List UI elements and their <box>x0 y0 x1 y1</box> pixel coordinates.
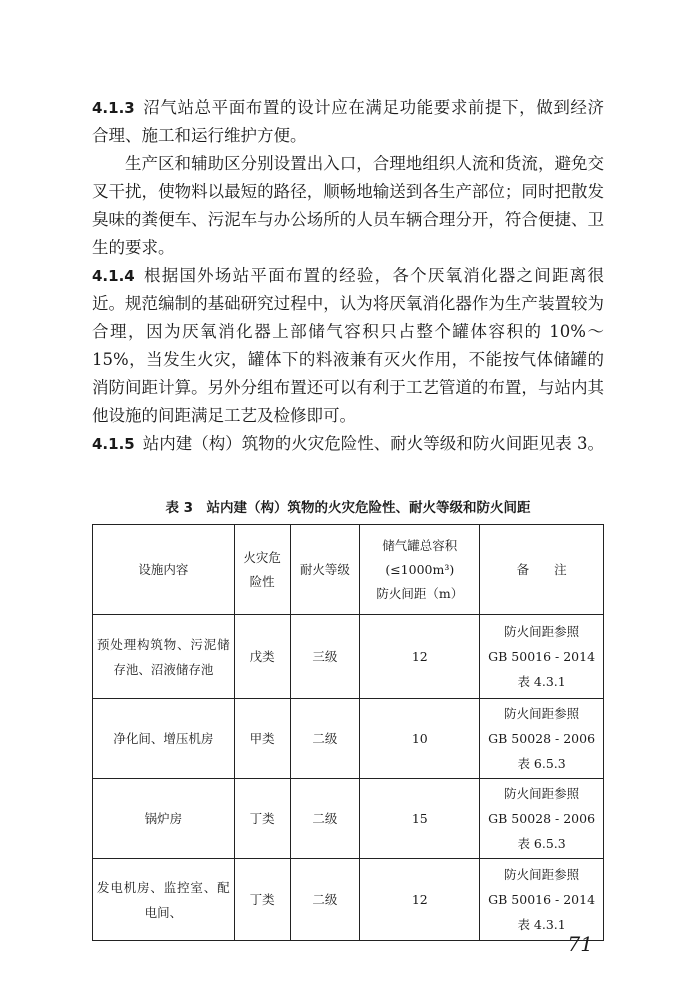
header-distance <box>360 525 480 615</box>
paragraph-text: 生产区和辅助区分别设置出入口，合理地组织人流和货流，避免交叉干扰，使物料以最短的路径，顺畅地输送到各生产部位；同时把散发臭味的粪便车、污泥车与办公场所的人员车辆合理分开，符合便捷、卫生的要求。 <box>92 154 604 257</box>
paragraph-text: 根据国外场站平面布置的经验，各个厌氧消化器之间距离很近。规范编制的基础研究过程中，认为将厌氧消化器作为生产装置较为合理，因为厌氧消化器上部储气容积只占整个罐体容积的 10%～15%，当发生火灾，罐体下的料液兼有灭火作用，不能按气体储罐的消防间距计算。另外分组布置还可以有利于工艺管道的布置，与站内其他设施的间距满足工艺及检修即可。 <box>92 266 604 425</box>
table-row <box>93 699 604 779</box>
header-distance-line1: 储气罐总容积 <box>382 537 458 553</box>
table-row <box>93 859 604 941</box>
table-caption: 表 3 站内建（构）筑物的火灾危险性、耐火等级和防火间距 <box>165 500 531 516</box>
header-fire-rating: 耐火等级 <box>290 525 360 615</box>
cell-distance: 12 <box>360 859 480 941</box>
header-distance-line3: 防火间距（m） <box>376 585 464 601</box>
table-header-row <box>93 525 604 615</box>
cell-content: 发电机房、监控室、配电间、 <box>93 859 235 941</box>
page-number: 71 <box>567 932 593 956</box>
cell-content: 预处理构筑物、污泥储存池、沼液储存池 <box>93 615 235 699</box>
header-note: 备 注 <box>480 525 604 615</box>
cell-hazard: 戊类 <box>234 615 290 699</box>
paragraph-4-1-3 <box>92 94 604 150</box>
note-line3: 表 4.3.1 <box>517 917 566 932</box>
note-line3: 表 6.5.3 <box>517 836 566 851</box>
paragraph-4-1-4 <box>92 262 604 430</box>
cell-hazard: 丁类 <box>234 779 290 859</box>
paragraph-text: 沼气站总平面布置的设计应在满足功能要求前提下，做到经济合理、施工和运行维护方便。 <box>92 98 604 145</box>
note-line2: GB 50028 - 2006 <box>488 811 596 826</box>
note-line2: GB 50016 - 2014 <box>488 892 596 907</box>
clause-number: 4.1.4 <box>92 267 135 285</box>
cell-note <box>480 779 604 859</box>
cell-rating: 二级 <box>290 779 360 859</box>
cell-distance: 12 <box>360 615 480 699</box>
note-line1: 防火间距参照 <box>504 867 580 882</box>
header-content: 设施内容 <box>93 525 235 615</box>
header-hazard-line2: 险性 <box>249 573 275 589</box>
cell-hazard: 甲类 <box>234 699 290 779</box>
paragraph-4-1-5 <box>92 430 604 458</box>
note-line1: 防火间距参照 <box>504 706 580 721</box>
table-row <box>93 615 604 699</box>
cell-rating: 二级 <box>290 859 360 941</box>
cell-distance: 10 <box>360 699 480 779</box>
cell-content: 净化间、增压机房 <box>93 699 235 779</box>
note-line3: 表 6.5.3 <box>517 756 566 771</box>
paragraph-text: 站内建（构）筑物的火灾危险性、耐火等级和防火间距见表 3。 <box>142 434 604 453</box>
header-distance-line2: (≤1000m³) <box>385 561 455 577</box>
clause-number: 4.1.5 <box>92 435 135 453</box>
paragraph-site-layout <box>92 150 604 262</box>
cell-rating: 三级 <box>290 615 360 699</box>
table-row <box>93 779 604 859</box>
cell-rating: 二级 <box>290 699 360 779</box>
note-line1: 防火间距参照 <box>504 624 580 639</box>
note-line2: GB 50028 - 2006 <box>488 731 596 746</box>
header-hazard-line1: 火灾危 <box>243 549 281 565</box>
fire-safety-table <box>92 524 604 941</box>
clause-number: 4.1.3 <box>92 99 135 117</box>
cell-note <box>480 615 604 699</box>
cell-distance: 15 <box>360 779 480 859</box>
note-line2: GB 50016 - 2014 <box>488 649 596 664</box>
header-hazard <box>234 525 290 615</box>
body-text <box>92 94 604 458</box>
note-line1: 防火间距参照 <box>504 786 580 801</box>
cell-note <box>480 859 604 941</box>
cell-content: 锅炉房 <box>93 779 235 859</box>
cell-note <box>480 699 604 779</box>
note-line3: 表 4.3.1 <box>517 674 566 689</box>
cell-hazard: 丁类 <box>234 859 290 941</box>
